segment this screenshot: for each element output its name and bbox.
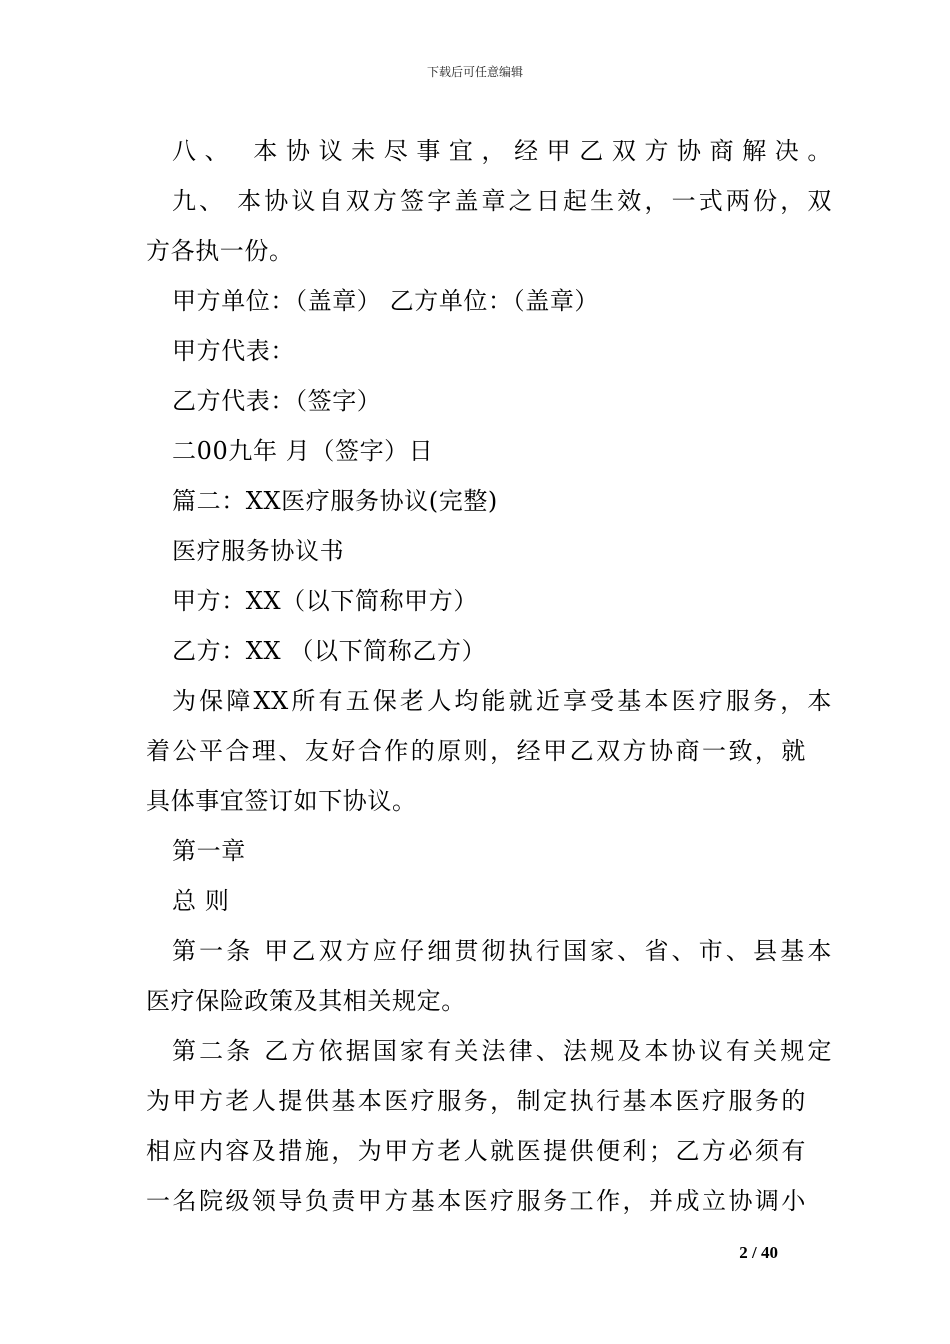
- party-a-unit-line: 甲方单位：（盖章） 乙方单位：（盖章）: [172, 287, 600, 315]
- preamble-line-3: 具体事宜签订如下协议。: [146, 787, 417, 815]
- article-2-line-4: 一名院级领导负责甲方基本医疗服务工作，并成立协调小: [146, 1187, 806, 1215]
- article-1-line-1: 第一条 甲乙双方应仔细贯彻执行国家、省、市、县基本: [172, 937, 832, 965]
- page-header: 下载后可任意编辑: [426, 65, 523, 79]
- preamble-line-2: 着公平合理、友好合作的原则，经甲乙双方协商一致，就: [146, 737, 806, 765]
- agreement-title: 医疗服务协议书: [172, 537, 345, 565]
- document-body: [146, 126, 832, 1226]
- clause-9-line-2: 方各执一份。: [146, 237, 294, 265]
- clause-9-line-1: 九、 本协议自双方签字盖章之日起生效，一式两份，双: [172, 187, 832, 215]
- party-a-representative: 甲方代表：: [172, 337, 295, 365]
- clause-8: 八、 本协议未尽事宜，经甲乙双方协商解决。: [172, 137, 832, 165]
- chapter-title: 总 则: [172, 887, 230, 915]
- preamble-line-1: 为保障XX所有五保老人均能就近享受基本医疗服务，本: [172, 687, 832, 715]
- article-2-line-1: 第二条 乙方依据国家有关法律、法规及本协议有关规定: [172, 1037, 832, 1065]
- article-2-line-2: 为甲方老人提供基本医疗服务，制定执行基本医疗服务的: [146, 1087, 806, 1115]
- party-b-representative: 乙方代表：（签字）: [172, 387, 382, 415]
- article-2-line-3: 相应内容及措施，为甲方老人就医提供便利；乙方必须有: [146, 1137, 806, 1165]
- chapter-heading: 第一章: [172, 837, 246, 865]
- section-title: 篇二：XX医疗服务协议(完整): [172, 487, 498, 515]
- article-1-line-2: 医疗保险政策及其相关规定。: [146, 987, 466, 1015]
- signing-date: 二00九年 月（签字）日: [172, 437, 434, 465]
- party-b: 乙方：XX （以下简称乙方）: [172, 637, 487, 665]
- party-a: 甲方：XX（以下简称甲方）: [172, 587, 478, 615]
- page-number: 2 / 40: [739, 1243, 778, 1262]
